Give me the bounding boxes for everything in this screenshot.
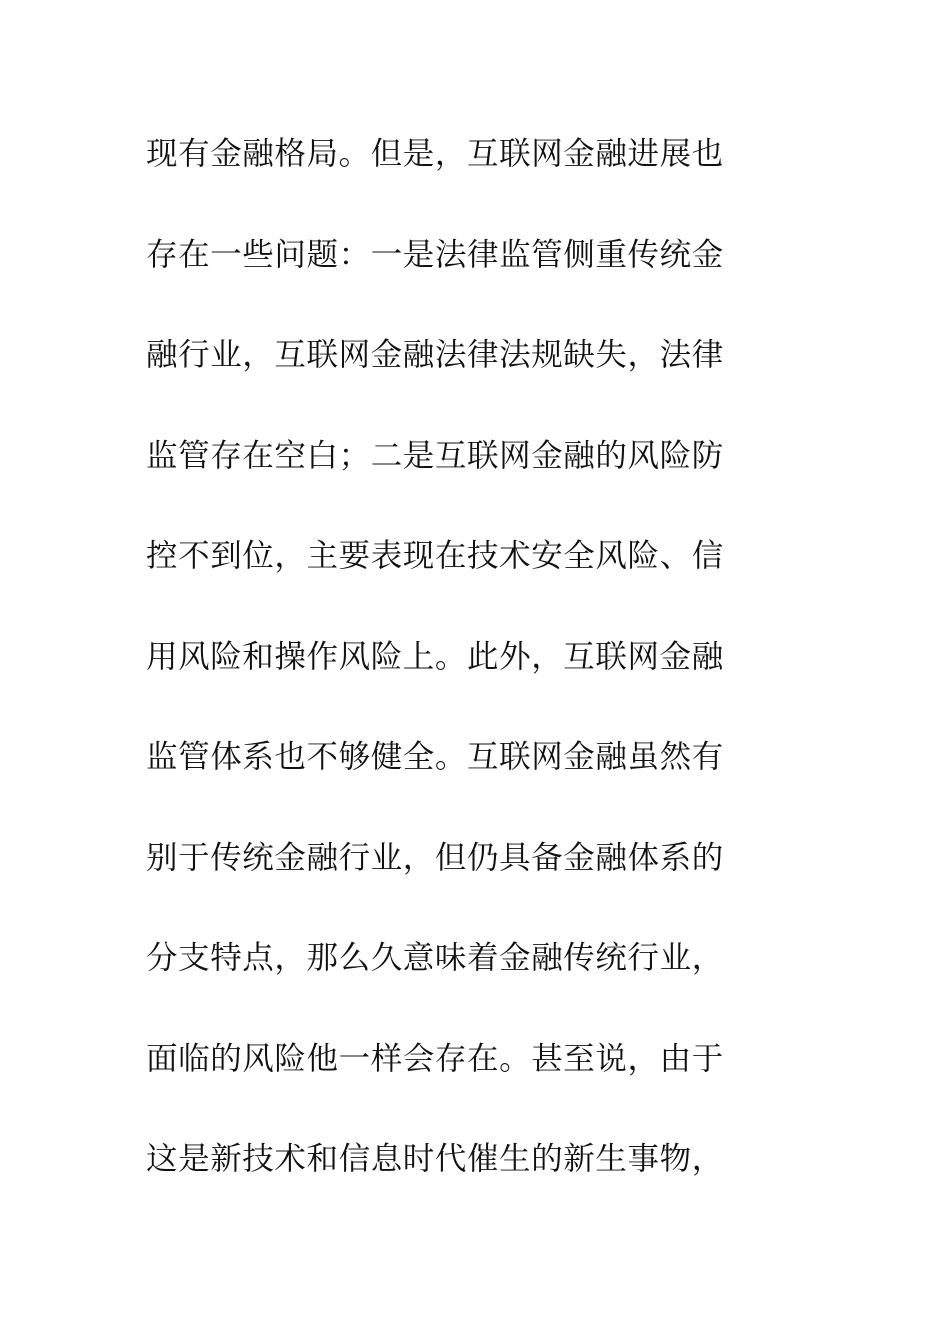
text-line: 分支特点，那么久意味着金融传统行业， — [146, 940, 724, 976]
text-line: 监管体系也不够健全。互联网金融虽然有 — [146, 739, 724, 775]
body-paragraph — [146, 128, 786, 1234]
text-line: 融行业，互联网金融法律法规缺失，法律 — [146, 337, 724, 373]
text-line: 控不到位，主要表现在技术安全风险、信 — [146, 538, 724, 574]
text-line: 这是新技术和信息时代催生的新生事物， — [146, 1141, 724, 1177]
text-line: 面临的风险他一样会存在。甚至说，由于 — [146, 1040, 724, 1077]
text-line: 存在一些问题：一是法律监管侧重传统金 — [146, 236, 724, 273]
text-line: 监管存在空白；二是互联网金融的风险防 — [146, 437, 724, 474]
text-line: 现有金融格局。但是，互联网金融进展也 — [146, 136, 724, 172]
text-line: 别于传统金融行业，但仍具备金融体系的 — [146, 839, 724, 876]
text-line: 用风险和操作风险上。此外，互联网金融 — [146, 638, 724, 675]
